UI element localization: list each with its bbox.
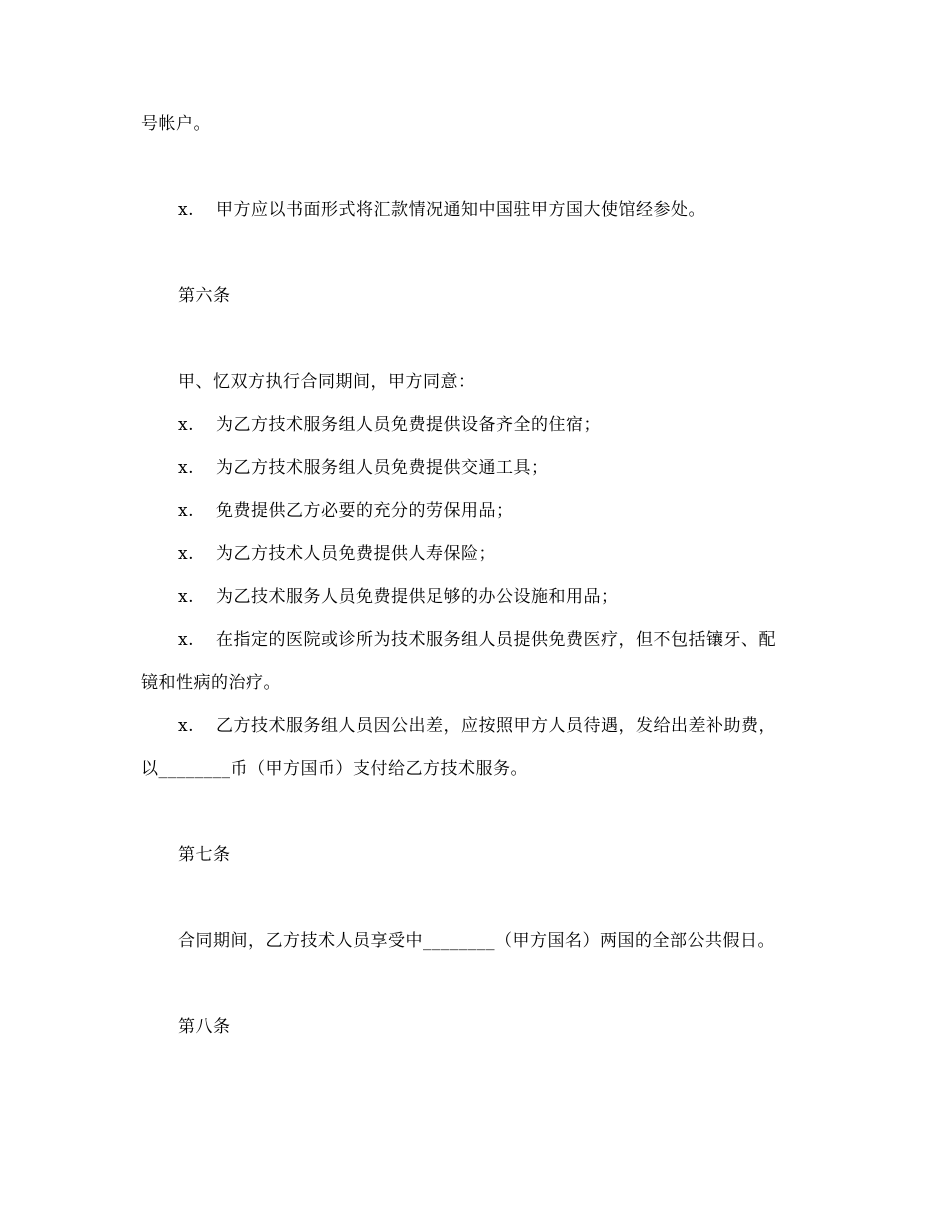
list-item-continuation xyxy=(141,672,281,694)
list-item xyxy=(178,414,601,436)
article-6-heading: 第六条 xyxy=(178,286,231,306)
paragraph-text: 甲方应以书面形式将汇款情况通知中国驻甲方国大使馆经参处。 xyxy=(216,200,706,220)
paragraph-notice xyxy=(178,199,706,221)
list-item xyxy=(178,543,496,565)
list-item xyxy=(178,715,776,737)
list-item-text: 乙方技术服务组人员因公出差，应按照甲方人员待遇，发给出差补助费， xyxy=(216,716,776,736)
list-item-text: 以________币（甲方国币）支付给乙方技术服务。 xyxy=(141,759,528,779)
list-marker: x. xyxy=(178,716,194,736)
list-item-text: 免费提供乙方必要的充分的劳保用品； xyxy=(216,501,514,521)
article-6-intro: 甲、忆双方执行合同期间，甲方同意： xyxy=(178,372,476,392)
article-7-text: 合同期间，乙方技术人员享受中________（甲方国名）两国的全部公共假日。 xyxy=(178,931,775,951)
list-item xyxy=(178,586,619,608)
list-marker: x. xyxy=(178,587,194,607)
article-7-heading: 第七条 xyxy=(178,845,231,865)
list-marker: x. xyxy=(178,458,194,478)
list-item-text: 为乙方技术人员免费提供人寿保险； xyxy=(216,544,496,564)
list-item-text: 镜和性病的治疗。 xyxy=(141,673,281,693)
list-item-text: 为乙方技术服务组人员免费提供交通工具； xyxy=(216,458,549,478)
paragraph-account: 号帐户。 xyxy=(141,114,211,134)
list-marker: x. xyxy=(178,415,194,435)
list-item-text: 在指定的医院或诊所为技术服务组人员提供免费医疗，但不包括镶牙、配 xyxy=(216,630,776,650)
list-item-continuation xyxy=(141,758,528,780)
article-8-heading: 第八条 xyxy=(178,1017,231,1037)
list-item-text: 为乙方技术服务组人员免费提供设备齐全的住宿； xyxy=(216,415,601,435)
list-item xyxy=(178,500,514,522)
list-marker: x. xyxy=(178,501,194,521)
list-marker: x. xyxy=(178,544,194,564)
list-marker: x. xyxy=(178,630,194,650)
list-marker: x. xyxy=(178,200,194,220)
list-item xyxy=(178,629,776,651)
list-item-text: 为乙技术服务人员免费提供足够的办公设施和用品； xyxy=(216,587,619,607)
list-item xyxy=(178,457,549,479)
